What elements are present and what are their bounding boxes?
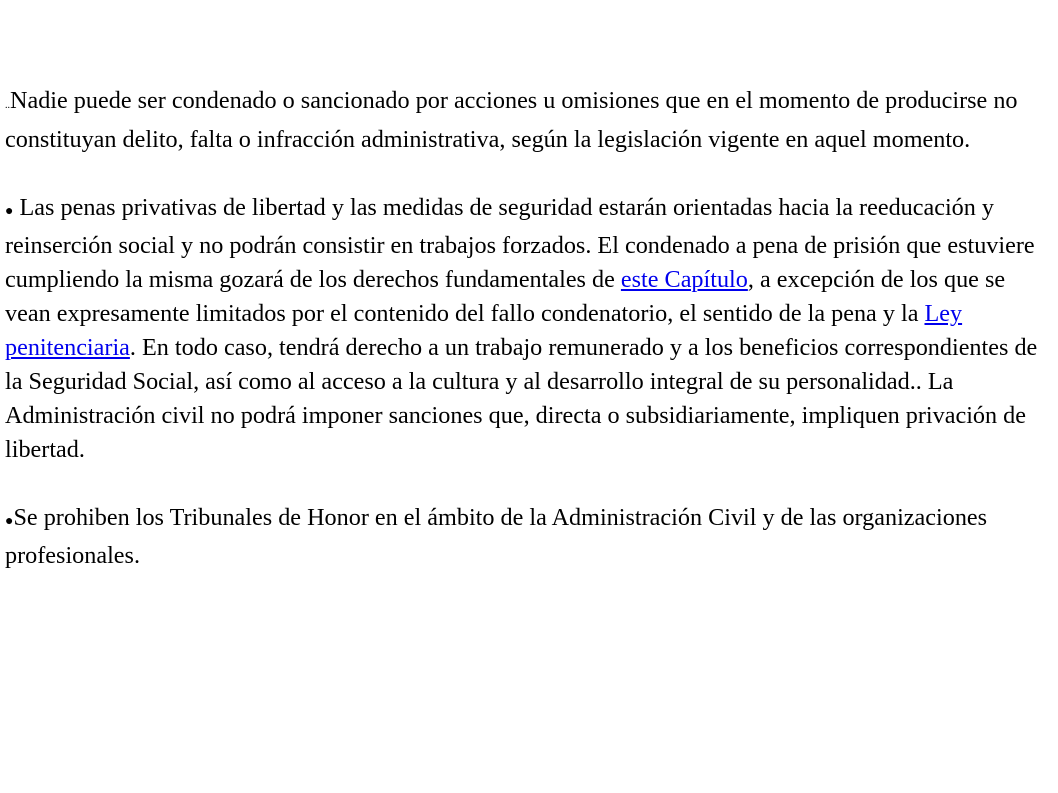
link-ley-penitenciaria[interactable]: Ley penitenciaria [5,300,963,361]
paragraph-3-text: Se prohiben los Tribunales de Honor en el ámbito de la Administración Civil y de las organizaciones profesionales. [5,504,988,569]
paragraph-3 [5,501,1055,573]
paragraph-1 [5,84,1055,157]
paragraph-2-text-part-3: . En todo caso, tendrá derecho a un trabajo remunerado y a los beneficios correspondientes de la Seguridad Social, así como al acceso a la cultura y al desarrollo integral de su personalidad.. La Administración civil no podrá imponer sanciones que, directa o subsidiariamente, impliquen privación de libertad. [5,334,1038,463]
bullet-marker: ● [5,204,14,219]
bullet-marker: .. [5,100,10,111]
paragraph-1-text: Nadie puede ser condenado o sancionado por acciones u omisiones que en el momento de producirse no constituyan delito, falta o infracción administrativa, según la legislación vigente en aquel momento. [5,87,1018,153]
bullet-marker: ● [5,514,14,529]
document-body [5,84,1055,607]
paragraph-2 [5,191,1055,467]
paragraph-2-text-part-2: , a excepción de los que se vean expresamente limitados por el contenido del fallo condenatorio, el sentido de la pena y la [5,266,1006,327]
paragraph-2-text-part-1: Las penas privativas de libertad y las medidas de seguridad estarán orientadas hacia la reeducación y reinserción social y no podrán consistir en trabajos forzados. El condenado a pena de prisión que estuviere cumpliendo la misma gozará de los derechos fundamentales de [5,194,1035,293]
link-este-capitulo[interactable]: este Capítulo [620,266,748,293]
